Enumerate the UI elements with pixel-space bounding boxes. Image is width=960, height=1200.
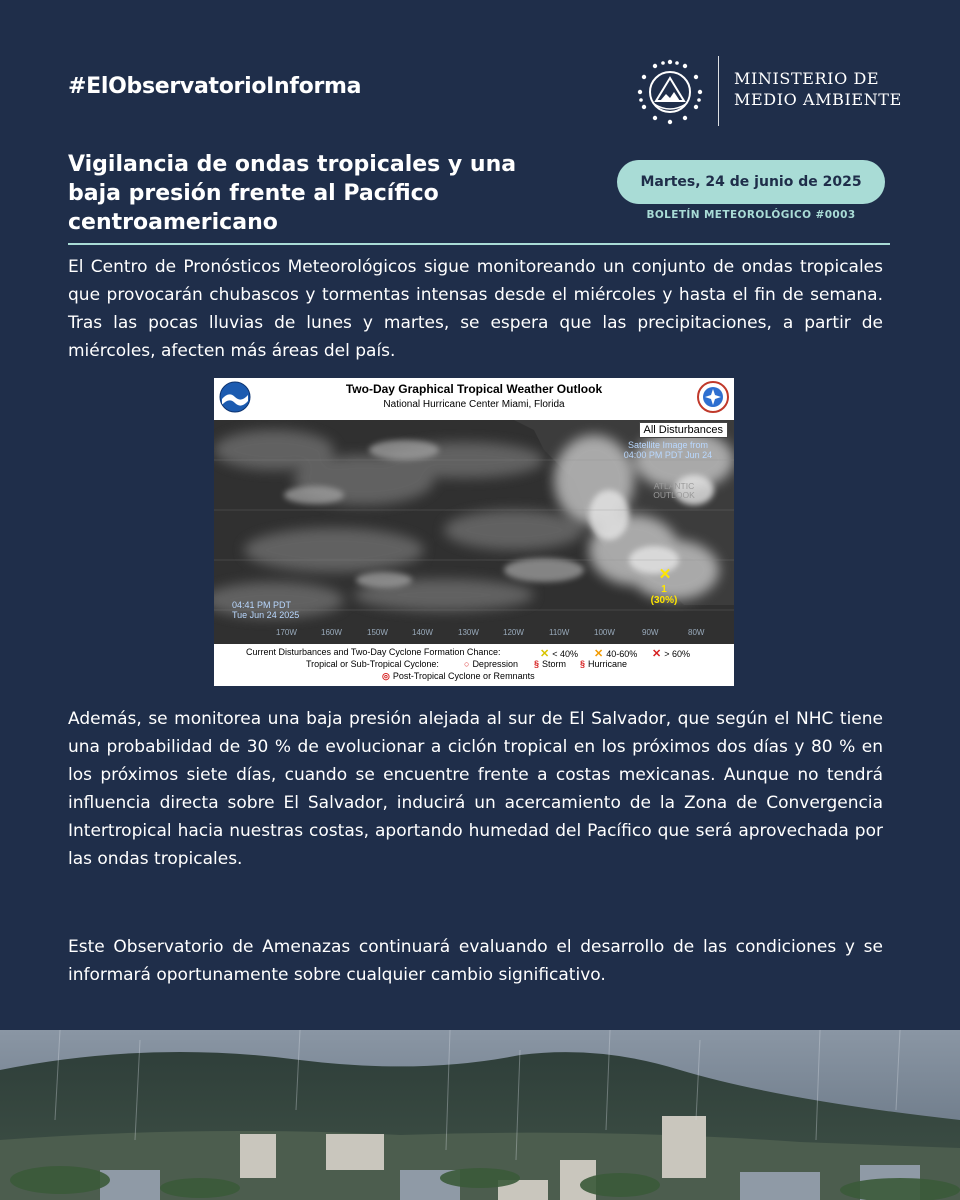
hurricane-icon: § <box>580 659 586 669</box>
city-rain-image <box>0 1030 960 1200</box>
legend-depression-label: Depression <box>472 659 518 669</box>
longitude-label: 160W <box>321 628 342 637</box>
date-badge: Martes, 24 de junio de 2025 <box>617 160 885 204</box>
paragraph-closing: Este Observatorio de Amenazas continuará evaluando el desarrollo de las condiciones y se informará oportunamente sobre cualquier cambio significativo. <box>68 937 883 985</box>
legend-cyclone-title: Tropical or Sub-Tropical Cyclone: <box>306 659 439 669</box>
legend-hurricane-label: Hurricane <box>588 659 628 669</box>
figure-legend <box>214 644 734 686</box>
timestamp-line-2: Tue Jun 24 2025 <box>232 610 300 620</box>
legend-row-cyclone <box>214 659 734 671</box>
legend-storm-label: Storm <box>542 659 567 669</box>
all-disturbances-label: All Disturbances <box>639 422 728 438</box>
ministry-divider <box>718 56 719 126</box>
longitude-label: 130W <box>458 628 479 637</box>
mid-chance-x-icon: ✕ <box>594 648 604 660</box>
paragraph-low-pressure: Además, se monitorea una baja presión alejada al sur de El Salvador, que según el NHC tiene una probabilidad de 30 % de evolucionar a ciclón tropical en los próximos dos días y 80 % en los próximos siete días, cuando se encuentre frente a costas mexicanas. Aunque no tendrá influencia directa sobre El Salvador, inducirá un acercamiento de la Zona de Convergencia Intertropical hacia nuestras costas, aportando humedad del Pacífico que será aprovechada por las ondas tropicales. <box>68 709 883 869</box>
figure-header <box>214 378 734 420</box>
ministry-logo-block <box>634 54 904 128</box>
longitude-label: 80W <box>688 628 705 637</box>
national-seal-icon <box>634 56 706 128</box>
bulletin-title: Vigilancia de ondas tropicales y una baja presión frente al Pacífico centroamericano <box>68 152 517 235</box>
image-timestamp <box>232 600 299 620</box>
longitude-labels <box>214 628 734 642</box>
satellite-note-line-1: Satellite Image from <box>627 440 709 450</box>
depression-icon: ○ <box>464 659 470 669</box>
atlantic-line-1: ATLANTIC <box>653 481 695 491</box>
atlantic-outlook-label <box>644 482 704 500</box>
bulletin-number: BOLETÍN METEOROLÓGICO #0003 <box>646 209 856 221</box>
city-rain-photo <box>0 1030 960 1200</box>
longitude-label: 120W <box>503 628 524 637</box>
satellite-note <box>620 440 716 460</box>
atlantic-line-2: OUTLOOK <box>653 490 695 500</box>
legend-mid-label: 40-60% <box>606 649 638 659</box>
legend-low-label: < 40% <box>552 649 578 659</box>
tropical-outlook-figure <box>214 378 734 686</box>
low-chance-x-icon: ✕ <box>540 648 550 660</box>
legend-high-label: > 60% <box>664 649 690 659</box>
timestamp-line-1: 04:41 PM PDT <box>232 600 292 610</box>
satellite-map <box>214 420 734 644</box>
storm-icon: § <box>534 659 540 669</box>
longitude-label: 90W <box>642 628 659 637</box>
disturbance-label <box>644 584 684 606</box>
figure-subtitle: National Hurricane Center Miami, Florida <box>383 399 565 410</box>
legend-hurricane <box>580 659 627 669</box>
post-tropical-icon: ◎ <box>382 671 390 681</box>
disturbance-marker-icon: ✕ <box>658 566 672 583</box>
hashtag-heading: #ElObservatorioInforma <box>68 74 362 99</box>
paragraph-intro: El Centro de Pronósticos Meteorológicos sigue monitoreando un conjunto de ondas tropicales que provocarán chubascos y tormentas intensas desde el miércoles y hasta el fin de semana. Tras las pocas lluvias de lunes y martes, se espera que las precipitaciones, a partir de miércoles, afecten más áreas del país. <box>68 257 883 361</box>
legend-post-tropical <box>382 671 535 682</box>
ministry-name <box>734 68 902 110</box>
legend-depression <box>464 659 518 669</box>
satellite-note-line-2: 04:00 PM PDT Jun 24 <box>623 450 713 460</box>
legend-post-label: Post-Tropical Cyclone or Remnants <box>392 671 535 681</box>
longitude-label: 170W <box>276 628 297 637</box>
legend-row-post-tropical <box>214 671 734 683</box>
longitude-label: 100W <box>594 628 615 637</box>
ministry-line-1: MINISTERIO DE <box>734 69 880 88</box>
ministry-line-2: MEDIO AMBIENTE <box>734 90 902 109</box>
high-chance-x-icon: ✕ <box>652 648 662 660</box>
header-divider <box>68 243 890 245</box>
disturbance-number: 1 <box>661 584 667 595</box>
longitude-label: 150W <box>367 628 388 637</box>
legend-formation-title: Current Disturbances and Two-Day Cyclone Formation Chance: <box>246 647 501 657</box>
longitude-label: 110W <box>549 628 570 637</box>
longitude-label: 140W <box>412 628 433 637</box>
disturbance-chance: (30%) <box>650 595 678 606</box>
legend-storm <box>534 659 566 669</box>
figure-title: Two-Day Graphical Tropical Weather Outlook <box>345 382 603 396</box>
legend-row-formation <box>214 647 734 659</box>
nws-logo-icon <box>697 381 729 413</box>
